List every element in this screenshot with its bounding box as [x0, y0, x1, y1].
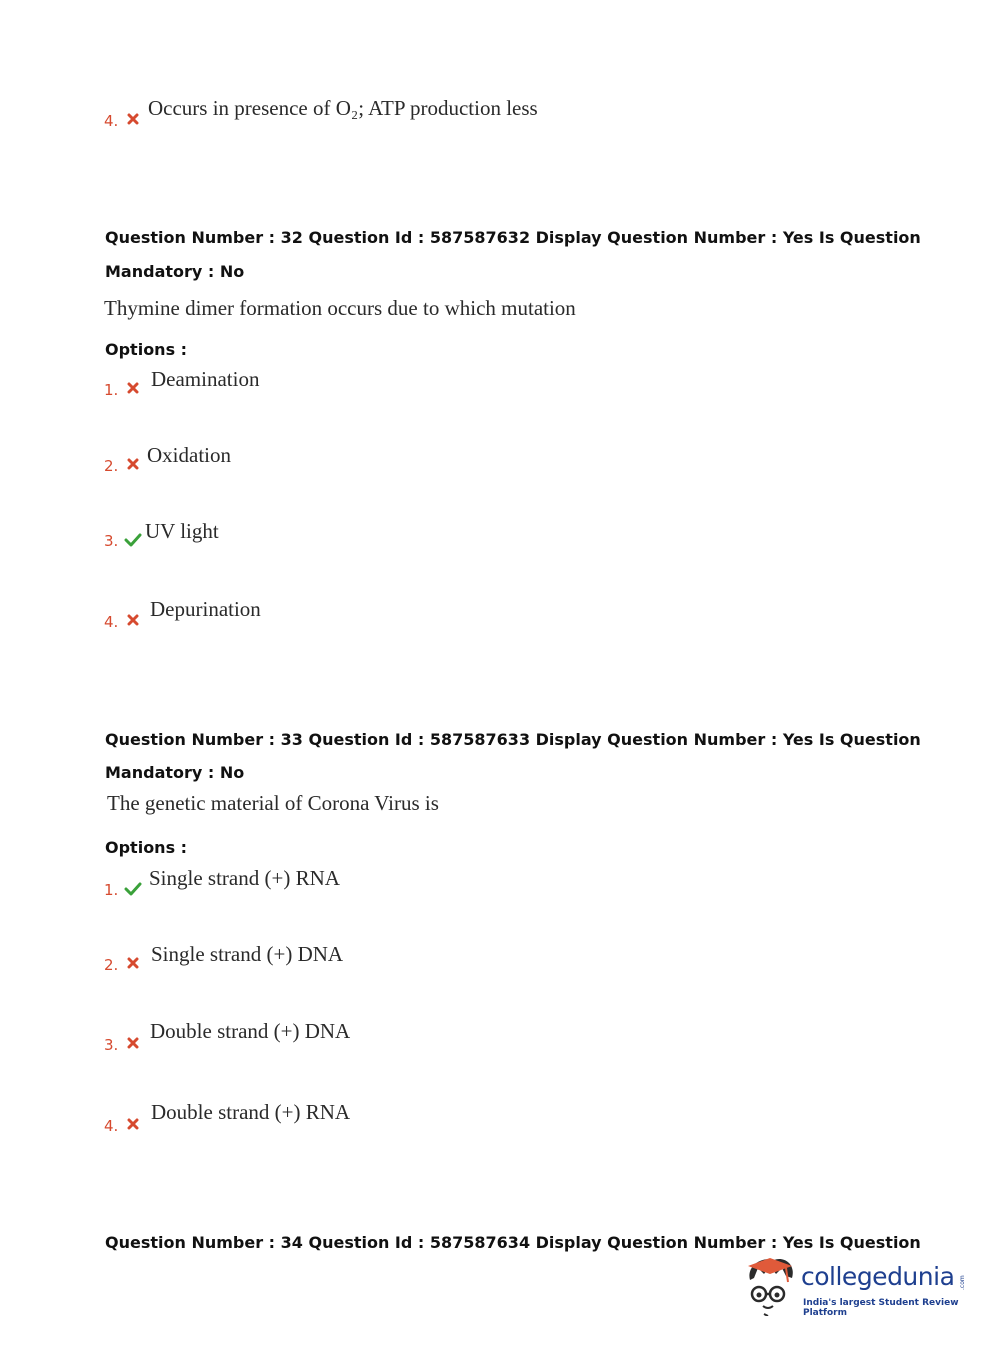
option-number: 4. — [104, 613, 119, 631]
question-mandatory: Mandatory : No — [105, 262, 245, 281]
option-text: Oxidation — [147, 443, 231, 467]
option-text: Deamination — [151, 367, 260, 391]
wrong-mark-icon — [126, 381, 140, 395]
wrong-mark-icon — [126, 956, 140, 970]
option-text: Occurs in presence of O₂; ATP production less — [148, 96, 538, 120]
option-number: 2. — [104, 457, 119, 475]
option-text: Double strand (+) DNA — [150, 1019, 351, 1043]
option-number: 1. — [104, 881, 119, 899]
wrong-mark-icon — [126, 112, 140, 126]
option-number: 4. — [104, 1117, 119, 1135]
logo-tagline: India's largest Student Review Platform — [803, 1298, 959, 1318]
options-label: Options : — [105, 340, 188, 359]
question-text: The genetic material of Corona Virus is — [107, 791, 439, 815]
options-label: Options : — [105, 838, 188, 857]
option-number: 2. — [104, 956, 119, 974]
option-text: Single strand (+) DNA — [151, 942, 344, 966]
option-text: UV light — [145, 519, 219, 543]
correct-check-icon — [124, 881, 142, 897]
option-text: Double strand (+) RNA — [151, 1100, 351, 1124]
wrong-mark-icon — [126, 1036, 140, 1050]
option-number: 3. — [104, 1036, 119, 1054]
question-header: Question Number : 34 Question Id : 587587634 Display Question Number : Yes Is Question — [105, 1233, 921, 1252]
question-header: Question Number : 33 Question Id : 587587633 Display Question Number : Yes Is Question — [105, 730, 921, 749]
logo-suffix: .com — [959, 1275, 966, 1290]
wrong-mark-icon — [126, 1117, 140, 1131]
option-text: Single strand (+) RNA — [149, 866, 340, 890]
option-number: 4. — [104, 112, 119, 130]
wrong-mark-icon — [126, 613, 140, 627]
question-header: Question Number : 32 Question Id : 587587632 Display Question Number : Yes Is Question — [105, 228, 921, 247]
mascot-icon — [740, 1254, 798, 1316]
wrong-mark-icon — [126, 457, 140, 471]
question-text: Thymine dimer formation occurs due to which mutation — [104, 296, 576, 320]
option-number: 1. — [104, 381, 119, 399]
logo-wordmark: collegedunia — [801, 1262, 955, 1291]
correct-check-icon — [124, 532, 142, 548]
option-number: 3. — [104, 532, 119, 550]
collegedunia-logo — [740, 1252, 980, 1318]
option-text: Depurination — [150, 597, 261, 621]
question-mandatory: Mandatory : No — [105, 763, 245, 782]
